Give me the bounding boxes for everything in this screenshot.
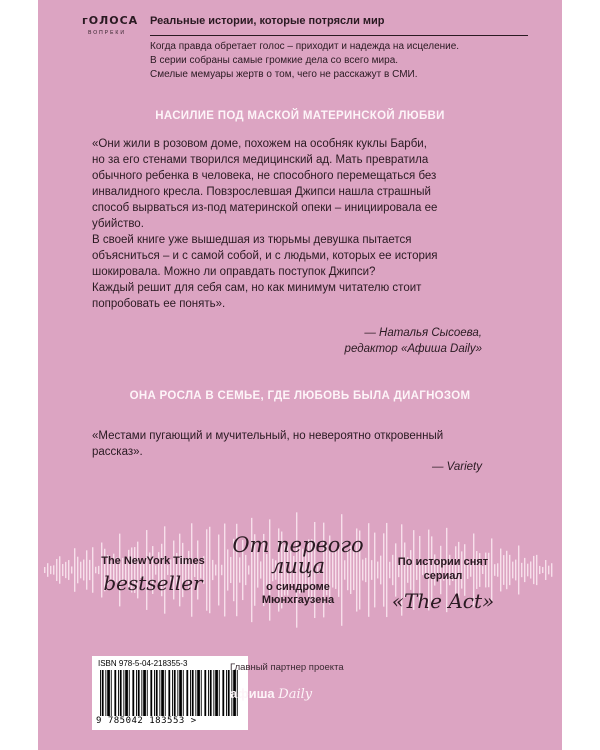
partner-logo-main: афиша [230,686,275,701]
quote-line: попробовать ее понять». [92,298,226,310]
barcode-bar [213,670,214,716]
barcode-bar [129,670,130,716]
quote-line: обычного ребенка в человека, не способного перемещаться без [92,170,437,182]
barcode-bar [208,670,209,716]
book-back-cover [38,0,562,750]
section-heading-1: НАСИЛИЕ ПОД МАСКОЙ МАТЕРИНСКОЙ ЛЮБВИ [155,110,445,122]
quote-line: «Они жили в розовом доме, похожем на особняк куклы Барби, [92,138,427,150]
header-divider [150,35,528,36]
review-quote-1 [92,136,438,312]
attribution-line: — Variety [431,461,482,473]
quote-line: шокировала. Можно ли оправдать поступок Джипси? [92,266,376,278]
wave-bar [521,563,522,577]
isbn-barcode-box [92,656,248,730]
first-person-sub-1: о синдроме [266,581,330,593]
wave-bar [59,556,60,583]
nyt-label: The NewYork Times [101,555,205,567]
wave-bar [548,566,549,575]
barcode-bar [161,670,164,716]
first-person-script-1: От первого [232,533,364,557]
the-act-title: «The Act» [391,589,495,613]
wave-bar [542,567,543,573]
barcode-bar [150,670,152,716]
barcode-bar [219,670,220,716]
review-quote-2 [92,428,443,460]
quote-line: «Местами пугающий и мучительный, но невероятно откровенный [92,430,444,442]
barcode-bar [177,670,178,716]
barcode-bar [190,670,191,716]
logo-main-text: гОЛОСА [82,14,139,27]
quote-line: но за его стенами творился медицинский ад. Мать превратила [92,154,429,166]
tv-series-badge [368,555,518,613]
wave-bar [50,566,51,574]
barcode-image [98,670,242,716]
barcode-bar [102,670,104,716]
barcode-bar [183,670,184,716]
wave-bar [47,563,48,577]
barcode-bar [107,670,110,716]
wave-bar [539,566,540,574]
wave-bar [536,555,537,585]
barcode-bar [100,670,101,716]
series-title: Реальные истории, которые потрясли мир [150,15,385,27]
barcode-bar [195,670,196,716]
series-desc-line: В серии собраны самые громкие дела со всего мира. [150,55,399,66]
barcode-bar [120,670,122,716]
nyt-bestseller-badge [78,555,228,595]
barcode-bar [174,670,176,716]
wave-bar [551,563,552,577]
barcode-bar [114,670,116,716]
barcode-bar [111,670,112,716]
wave-bar [53,565,54,574]
bestseller-label: bestseller [103,571,203,595]
barcode-bar [147,670,148,716]
barcode-bar [210,670,212,716]
isbn-text: ISBN 978-5-04-218355-3 [98,659,188,668]
quote-line: В своей книге уже вышедшая из тюрьмы девушка пытается [92,234,412,246]
series-desc-line: Когда правда обретает голос – приходит и надежда на исцеление. [150,41,460,52]
quote-line: убийство. [92,218,144,230]
barcode-bar [186,670,188,716]
barcode-bar [132,670,134,716]
wave-bar [65,562,66,578]
partner-logo [230,686,312,702]
wave-bar [518,546,519,595]
barcode-bar [105,670,106,716]
first-person-badge [223,535,373,607]
barcode-bar [125,670,128,716]
wave-bar [68,560,69,580]
quote-1-attribution [345,325,482,357]
barcode-bar [201,670,202,716]
barcode-bar [156,670,158,716]
wave-bar [56,559,57,581]
wave-bar [74,548,75,592]
quote-line: объясниться – и с самой собой, и с людьми, которых ее история [92,250,438,262]
barcode-bar [136,670,137,716]
quote-line: рассказ». [92,446,143,458]
partner-logo-script: Daily [278,687,313,702]
quote-2-attribution [432,459,482,475]
barcode-bar [215,670,218,716]
tv-series-line1: По истории снят [397,556,489,568]
barcode-digits: 9 785042 183553 > [96,716,197,726]
section-heading-2: ОНА РОСЛА В СЕМЬЕ, ГДЕ ЛЮБОВЬ БЫЛА ДИАГНОЗОМ [129,390,471,402]
barcode-bar [204,670,206,716]
attribution-line: редактор «Афиша Daily» [344,343,482,355]
quote-line: инвалидного кресла. Повзрослевшая Джипси нашла страшный [92,186,431,198]
barcode-bar [138,670,140,716]
barcode-bar [141,670,142,716]
quote-line: Каждый решит для себя сам, но как минимум читателю стоит [92,282,422,294]
barcode-bar [172,670,173,716]
publisher-logo [82,14,139,36]
quote-line: способ вырваться из-под материнской опеки – инициировала ее [92,202,438,214]
wave-bar [527,564,528,577]
first-person-script-2: лица [270,554,326,578]
wave-bar [62,564,63,576]
barcode-bar [179,670,182,716]
wave-bar [545,560,546,580]
wave-bar [524,558,525,582]
wave-bar [533,556,534,584]
series-description [150,40,535,82]
attribution-line: — Наталья Сысоева, [364,327,482,339]
barcode-bar [143,670,146,716]
logo-sub-text: ВОПРЕКИ [88,30,126,36]
barcode-bar [222,670,224,716]
wave-bar [44,567,45,573]
barcode-bar [123,670,124,716]
series-desc-line: Смелые мемуары жертв о том, чего не расскажут в СМИ. [150,69,418,80]
barcode-bar [118,670,119,716]
barcode-bar [197,670,200,716]
barcode-bar [154,670,155,716]
wave-bar [530,561,531,578]
barcode-bar [226,670,227,716]
barcode-bar [165,670,166,716]
tv-series-line2: сериал [423,570,463,582]
partner-label: Главный партнер проекта [230,662,344,673]
barcode-bar [192,670,194,716]
wave-bar [71,566,72,573]
barcode-bar [159,670,160,716]
barcode-bar [168,670,170,716]
first-person-sub-2: Мюнхгаузена [261,594,335,606]
